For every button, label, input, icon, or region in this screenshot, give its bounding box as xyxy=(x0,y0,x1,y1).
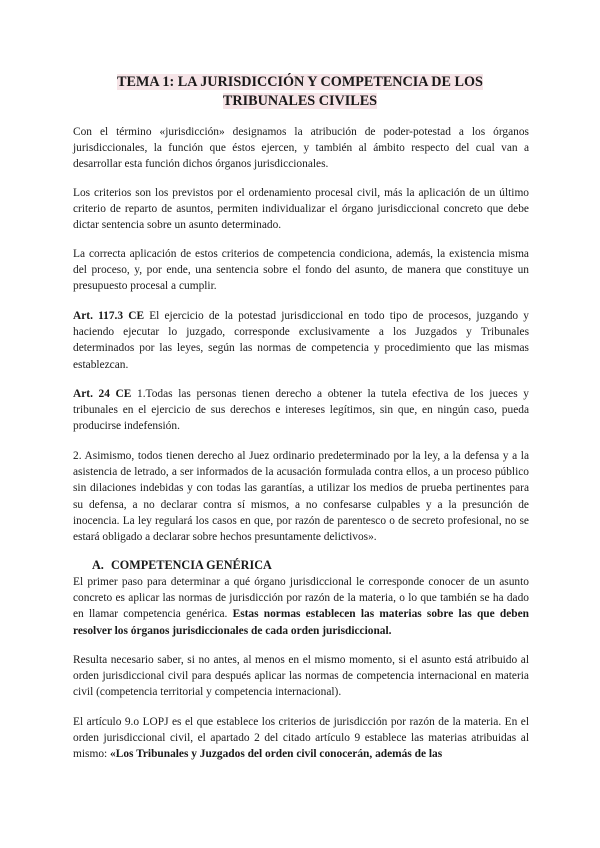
art-24-reference: Art. 24 CE xyxy=(73,388,132,400)
articulo-9-quote: «Los Tribunales y Juzgados del orden civil conocerán, además de las xyxy=(110,748,443,761)
paragraph-art-117 xyxy=(73,308,529,373)
primer-paso-bold: Estas normas establecen las materias sobre las que deben resolver los órganos jurisdiccionales de cada orden jurisdiccional. xyxy=(73,608,529,637)
art-24-text: 1.Todas las personas tienen derecho a obtener la tutela efectiva de los jueces y tribunales en el ejercicio de sus derechos e intereses legítimos, sin que, en ningún caso, pueda producirse indefensión. xyxy=(73,388,529,433)
title-line-2: TRIBUNALES CIVILES xyxy=(222,93,378,109)
page-title xyxy=(100,73,500,111)
section-heading-competencia-generica xyxy=(92,557,272,573)
section-label: COMPETENCIA GENÉRICA xyxy=(111,558,272,572)
art-117-reference: Art. 117.3 CE xyxy=(73,310,145,322)
paragraph-articulo-9 xyxy=(73,714,529,763)
section-number: A. xyxy=(92,558,104,572)
articulo-9-text: El artículo 9.o LOPJ es el que establece los criterios de jurisdicción por razón de la materia. En el orden jurisdiccional civil, el apartado 2 del citado artículo 9 establece las materias atribuidas al mismo: xyxy=(73,716,529,761)
paragraph-resulta-necesario: Resulta necesario saber, si no antes, al menos en el mismo momento, si el asunto está atribuido al orden jurisdiccional civil para después aplicar las normas de competencia internacional en materia civil (competencia territorial y competencia internacional). xyxy=(73,654,529,699)
art-117-text: El ejercicio de la potestad jurisdiccional en todo tipo de procesos, juzgando y haciendo ejecutar lo juzgado, corresponde exclusivamente a los Juzgados y Tribunales determinados por las leyes, según las normas de competencia y procedimiento que las mismas establezcan. xyxy=(73,310,529,371)
title-line-1: TEMA 1: LA JURISDICCIÓN Y COMPETENCIA DE LOS xyxy=(117,74,483,90)
paragraph-jurisdiccion-definition: Con el término «jurisdicción» designamos la atribución de poder-potestad a los órganos jurisdiccionales, la función que éstos ejercen, y también al ámbito respecto del cual van a desarrollar esta función dichos órganos jurisdiccionales. xyxy=(73,126,529,171)
paragraph-primer-paso xyxy=(73,574,529,639)
paragraph-criterios: Los criterios son los previstos por el ordenamiento procesal civil, más la aplicación de un último criterio de reparto de asuntos, permiten individualizar el órgano jurisdiccional concreto que debe dictar sentencia sobre un asunto determinado. xyxy=(73,187,529,232)
paragraph-art-24-2: 2. Asimismo, todos tienen derecho al Juez ordinario predeterminado por la ley, a la defensa y a la asistencia de letrado, a ser informados de la acusación formulada contra ellos, a un proceso público sin dilaciones indebidas y con todas las garantías, a utilizar los medios de prueba pertinentes para su defensa, a no declarar contra sí mismos, a no confesarse culpables y a la presunción de inocencia. La ley regulará los casos en que, por razón de parentesco o de secreto profesional, no se estará obligado a declarar sobre hechos presuntamente delictivos». xyxy=(73,450,529,544)
paragraph-correcta-aplicacion: La correcta aplicación de estos criterios de competencia condiciona, además, la existencia misma del proceso, y, por ende, una sentencia sobre el fondo del asunto, de manera que constituye un presupuesto procesal a cumplir. xyxy=(73,248,529,293)
paragraph-art-24 xyxy=(73,386,529,435)
primer-paso-text: El primer paso para determinar a qué órgano jurisdiccional le corresponde conocer de un asunto concreto es aplicar las normas de jurisdicción por razón de la materia, o lo que también se ha dado en llamar competencia genérica. xyxy=(73,576,529,621)
